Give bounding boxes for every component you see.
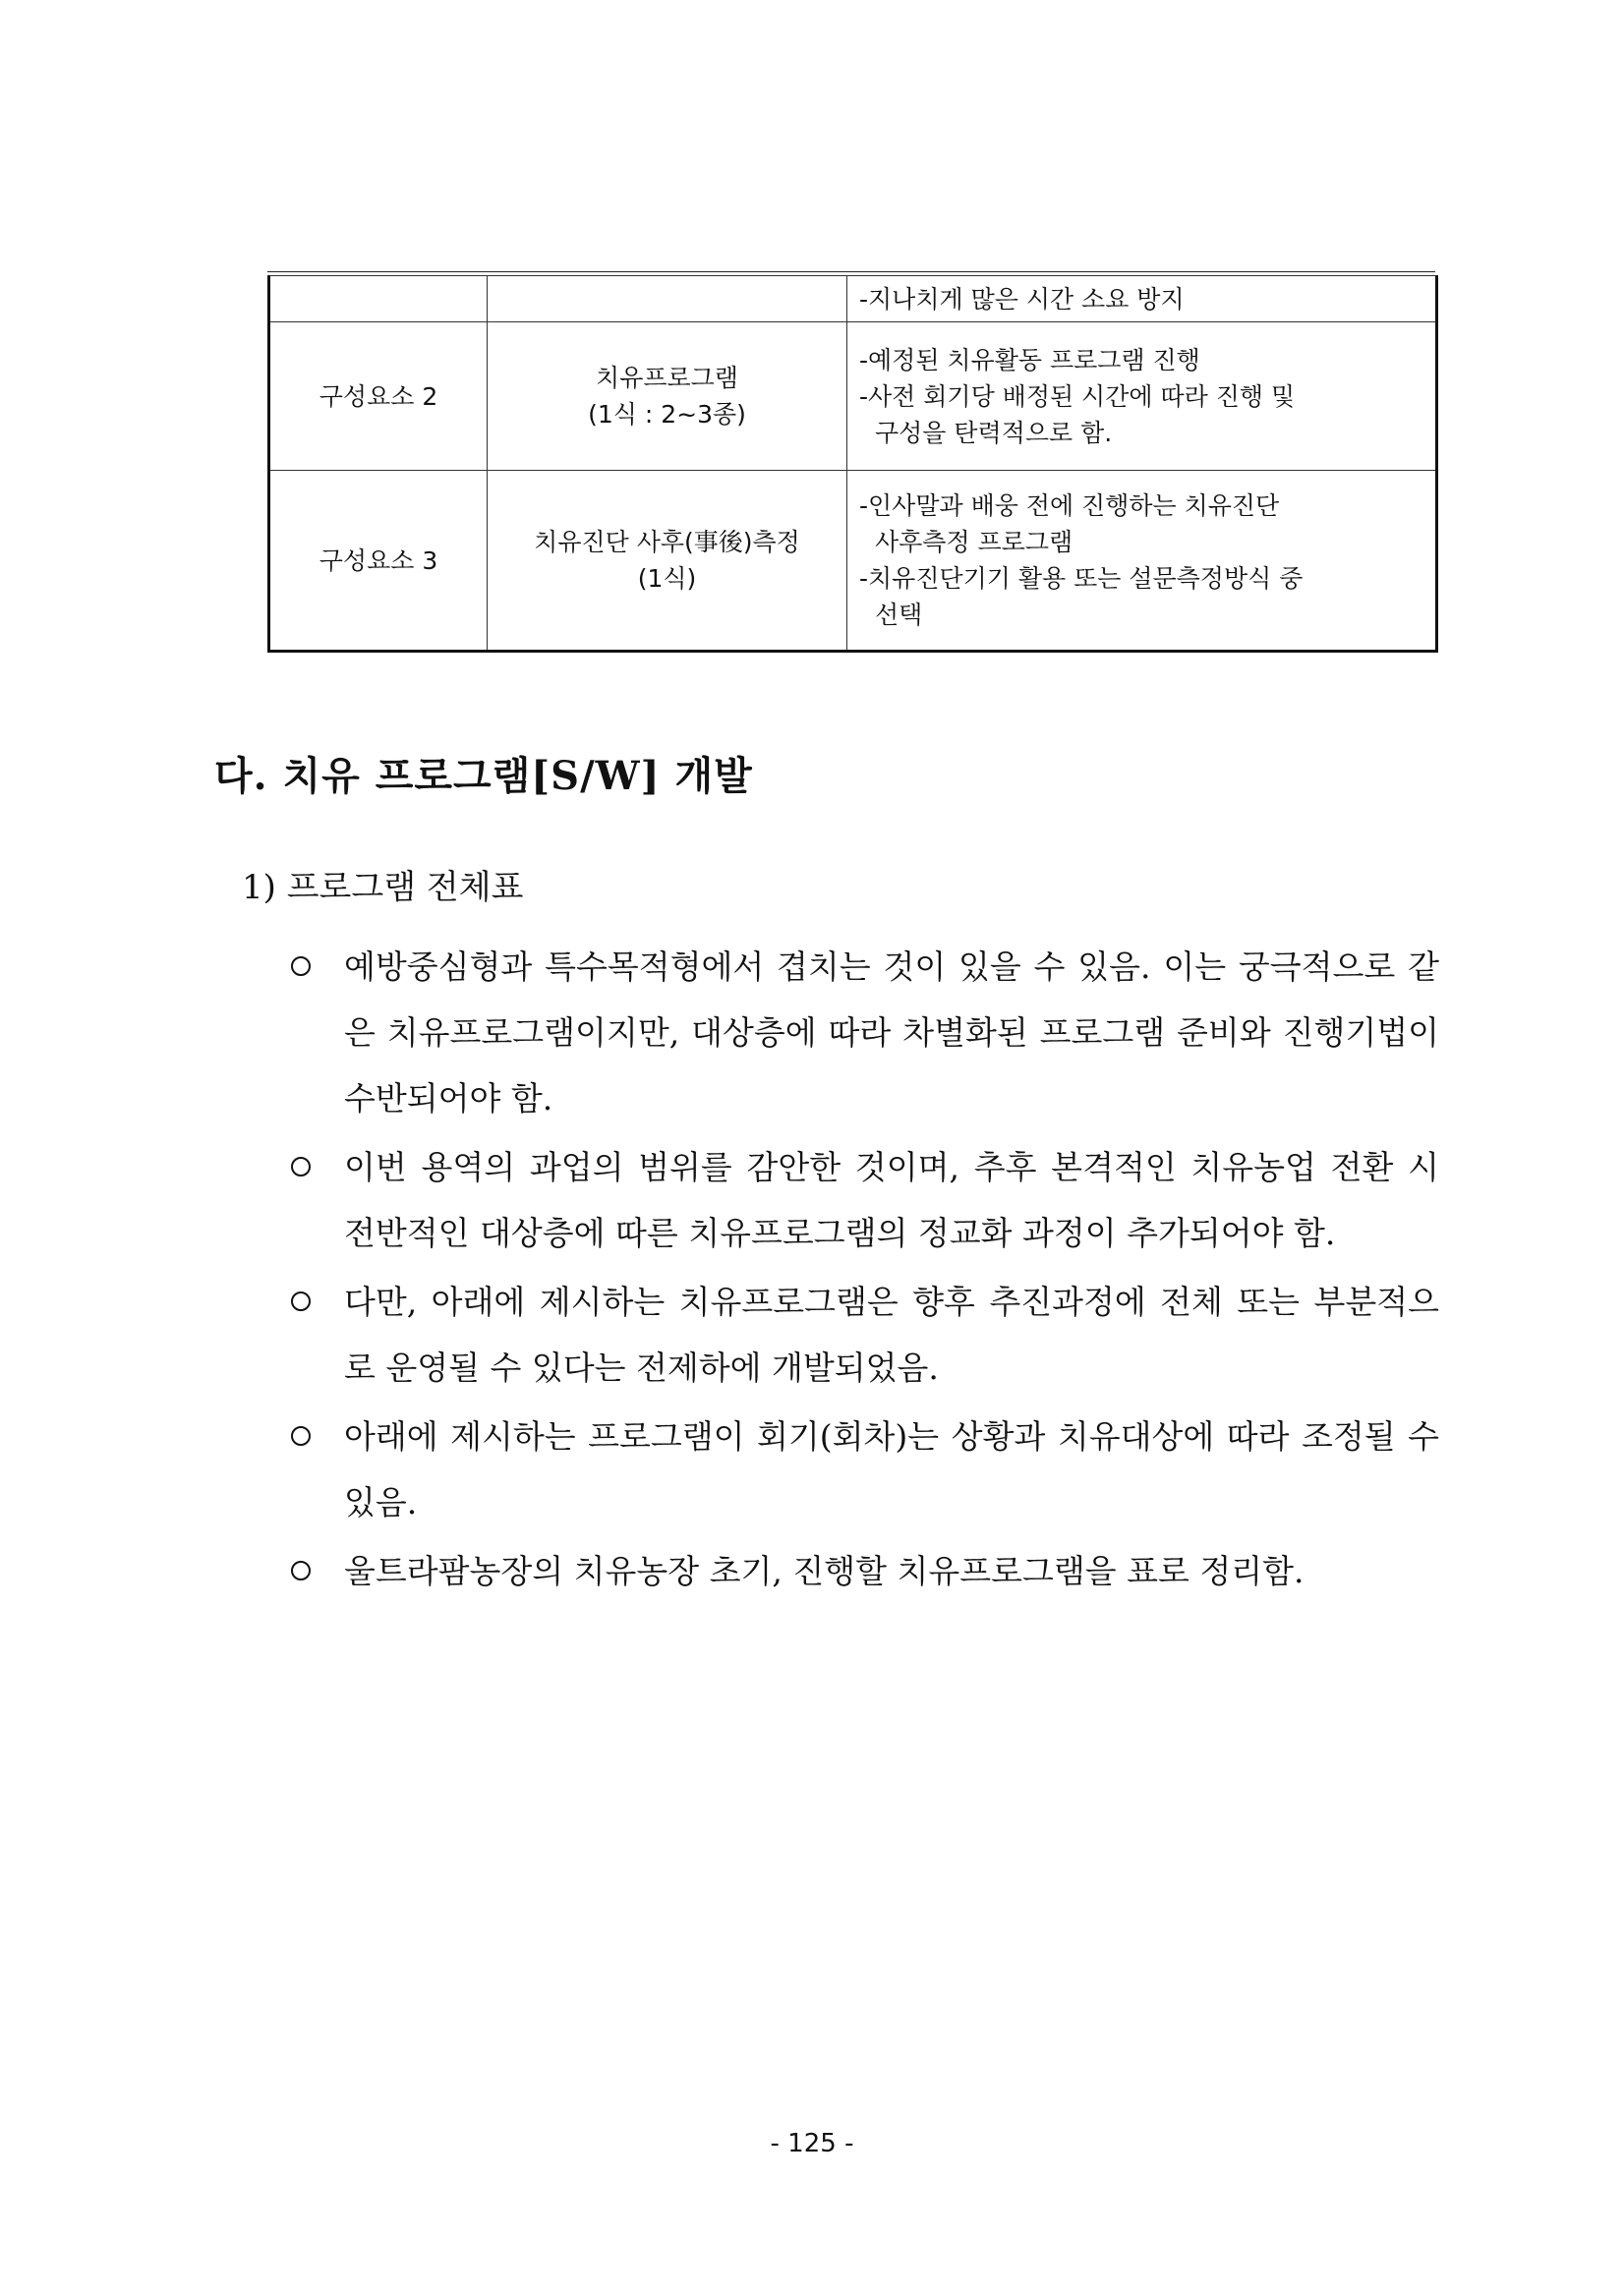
description-line: -치유진단기기 활용 또는 설문측정방식 중 xyxy=(859,564,1304,593)
section-heading: 다. 치유 프로그램[S/W] 개발 xyxy=(214,753,753,799)
component-name-cell xyxy=(269,276,488,322)
list-item xyxy=(291,934,1439,1131)
list-item-text: 이번 용역의 과업의 범위를 감안한 것이며, 추후 본격적인 치유농업 전환 시 전반적인 대상층에 따른 치유프로그램의 정교화 과정이 추가되어야 함. xyxy=(344,1148,1439,1252)
description-line: 사후측정 프로그램 xyxy=(875,528,1073,556)
table-row xyxy=(269,322,1437,471)
component-name-cell: 구성요소 2 xyxy=(269,322,488,471)
description-cell xyxy=(847,322,1437,471)
page-number: - 125 - xyxy=(770,2129,854,2158)
program-count: (1식) xyxy=(637,564,697,593)
table-top-rule xyxy=(267,271,1435,272)
description-line: -인사말과 배웅 전에 진행하는 치유진단 xyxy=(859,491,1280,520)
program-cell xyxy=(488,471,847,652)
table-row xyxy=(269,471,1437,652)
list-item xyxy=(291,1538,1439,1604)
component-table xyxy=(267,275,1438,653)
description-line: -예정된 치유활동 프로그램 진행 xyxy=(859,345,1200,374)
program-cell xyxy=(488,322,847,471)
circle-bullet-icon xyxy=(291,1426,311,1446)
description-line: -지나치게 많은 시간 소요 방지 xyxy=(859,284,1185,314)
description-line: -사전 회기당 배정된 시간에 따라 진행 및 xyxy=(859,381,1296,411)
program-name: 치유프로그램 xyxy=(596,364,738,392)
description-cell xyxy=(847,471,1437,652)
list-item xyxy=(291,1404,1439,1535)
circle-bullet-icon xyxy=(291,1157,311,1177)
list-item xyxy=(291,1269,1439,1401)
program-count: (1식 : 2~3종) xyxy=(588,400,746,429)
circle-bullet-icon xyxy=(291,1292,311,1311)
component-name-cell: 구성요소 3 xyxy=(269,471,488,652)
description-cell xyxy=(847,276,1437,322)
subsection-heading: 1) 프로그램 전체표 xyxy=(242,868,524,907)
circle-bullet-icon xyxy=(291,956,311,976)
list-item-text: 예방중심형과 특수목적형에서 겹치는 것이 있을 수 있음. 이는 궁극적으로 같은 치유프로그램이지만, 대상층에 따라 차별화된 프로그램 준비와 진행기법이 수반되어야 함. xyxy=(344,947,1439,1118)
description-line: 선택 xyxy=(875,601,923,629)
circle-bullet-icon xyxy=(291,1561,311,1580)
program-name: 치유진단 사후(事後)측정 xyxy=(534,528,800,556)
list-item-text: 울트라팜농장의 치유농장 초기, 진행할 치유프로그램을 표로 정리함. xyxy=(344,1552,1305,1590)
description-line: 구성을 탄력적으로 함. xyxy=(875,418,1113,447)
list-item-text: 아래에 제시하는 프로그램이 회기(회차)는 상황과 치유대상에 따라 조정될 수 있음. xyxy=(344,1417,1439,1521)
bullet-list xyxy=(291,934,1439,1607)
list-item-text: 다만, 아래에 제시하는 치유프로그램은 향후 추진과정에 전체 또는 부분적으로 운영될 수 있다는 전제하에 개발되었음. xyxy=(344,1283,1439,1387)
component-table-wrapper xyxy=(267,271,1435,653)
list-item xyxy=(291,1134,1439,1266)
table-row xyxy=(269,276,1437,322)
program-cell xyxy=(488,276,847,322)
